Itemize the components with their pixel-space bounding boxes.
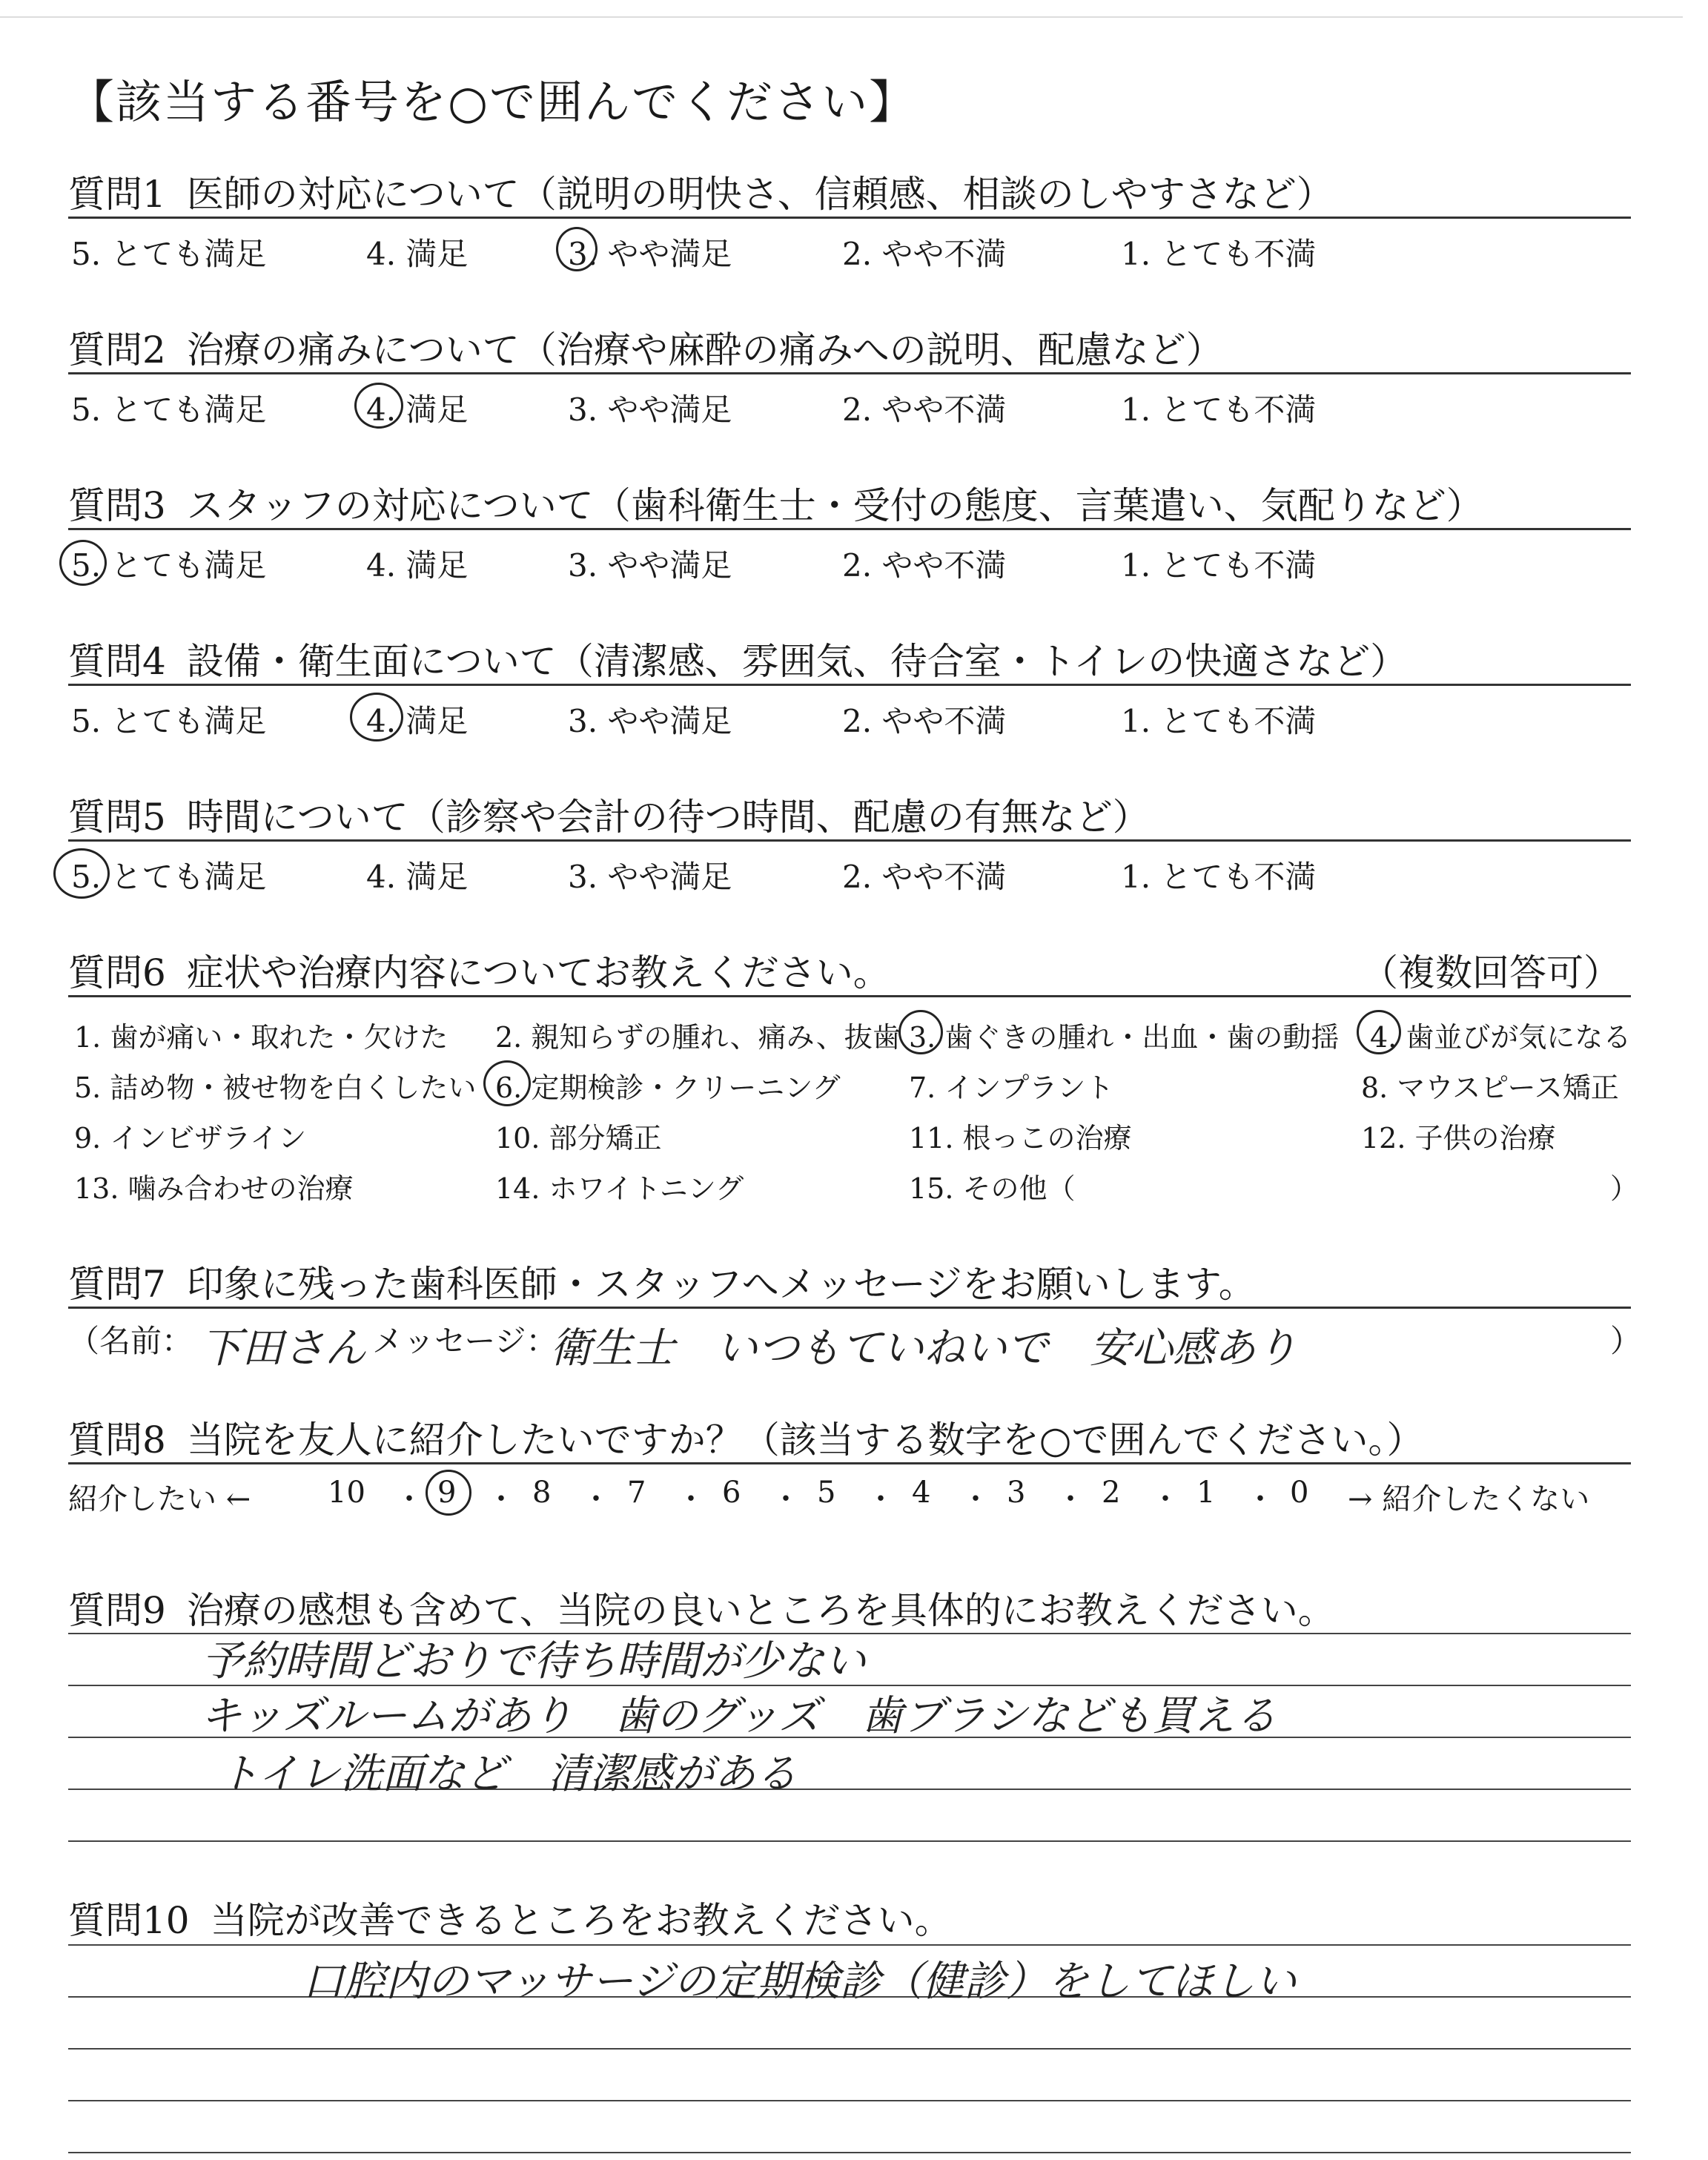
q8-scale-6[interactable]: 6 xyxy=(722,1476,741,1510)
q7-message-label: メッセージ： xyxy=(372,1323,557,1359)
q7-name-value[interactable]: 下田さん xyxy=(200,1324,366,1373)
q6-option-8[interactable]: 8. マウスピース矯正 xyxy=(1361,1071,1619,1104)
q8-dot: ・ xyxy=(771,1482,801,1516)
q6-option-15-close: ） xyxy=(1610,1172,1639,1205)
q5-option-2[interactable]: 2. やや不満 xyxy=(842,859,1007,895)
q6-option-4[interactable]: 4. 歯並びが気になる xyxy=(1370,1021,1632,1054)
question-2-rule xyxy=(68,372,1631,374)
q1-option-4[interactable]: 4. 満足 xyxy=(366,236,469,272)
q10-answer-line xyxy=(68,1944,1631,1946)
q2-option-3[interactable]: 3. やや満足 xyxy=(568,392,732,428)
q6-option-1[interactable]: 1. 歯が痛い・取れた・欠けた xyxy=(74,1021,448,1054)
question-2-label: 質問2 xyxy=(68,328,166,371)
top-scan-edge xyxy=(0,16,1683,18)
question-5-text: 時間について（診察や会計の待つ時間、配慮の有無など） xyxy=(186,796,1150,839)
q6-option-15[interactable]: 15. その他（ xyxy=(909,1172,1076,1205)
q9-answer-line xyxy=(68,1840,1631,1842)
q4-option-1[interactable]: 1. とても不満 xyxy=(1121,703,1317,739)
q10-answer-line xyxy=(68,2100,1631,2101)
q6-option-13[interactable]: 13. 噛み合わせの治療 xyxy=(74,1172,354,1205)
question-6-multiple-note: （複数回答可） xyxy=(1361,951,1621,994)
form-instruction: 【該当する番号を○で囲んでください】 xyxy=(68,75,917,129)
q8-dot: ・ xyxy=(1245,1482,1275,1516)
question-9-label: 質問9 xyxy=(68,1589,166,1632)
q6-option-10[interactable]: 10. 部分矯正 xyxy=(495,1122,662,1155)
q6-option-2[interactable]: 2. 親知らずの腫れ、痛み、抜歯 xyxy=(495,1021,901,1054)
question-4-label: 質問4 xyxy=(68,640,166,683)
question-7-rule xyxy=(68,1307,1631,1309)
question-5-rule xyxy=(68,839,1631,842)
q5-selection-circle xyxy=(53,848,110,899)
question-6-rule xyxy=(68,995,1631,997)
question-4-rule xyxy=(68,684,1631,686)
q9-answer-2[interactable]: キッズルームがあり 歯のグッズ 歯ブラシなども買える xyxy=(200,1692,1277,1740)
question-7-text: 印象に残った歯科医師・スタッフへメッセージをお願いします。 xyxy=(186,1263,1256,1306)
q8-dot: ・ xyxy=(676,1482,706,1516)
q4-option-5[interactable]: 5. とても満足 xyxy=(71,703,267,739)
q4-option-4[interactable]: 4. 満足 xyxy=(366,703,469,739)
q8-selection-circle xyxy=(426,1470,471,1516)
q8-dot: ・ xyxy=(581,1482,611,1516)
q8-dot: ・ xyxy=(394,1482,424,1516)
question-6-title xyxy=(68,943,890,997)
question-8-label: 質問8 xyxy=(68,1418,166,1462)
q8-dot: ・ xyxy=(486,1482,516,1516)
q3-option-3[interactable]: 3. やや満足 xyxy=(568,547,732,584)
question-1-label: 質問1 xyxy=(68,173,166,216)
q8-right-label: → 紹介したくない xyxy=(1348,1482,1590,1516)
q7-close-paren: ） xyxy=(1610,1323,1642,1359)
q6-selection-circle-6 xyxy=(483,1060,531,1106)
q3-option-1[interactable]: 1. とても不満 xyxy=(1121,547,1317,584)
q8-dot: ・ xyxy=(961,1482,990,1516)
q1-selection-circle xyxy=(556,227,598,271)
q6-option-12[interactable]: 12. 子供の治療 xyxy=(1361,1122,1556,1155)
question-10-text: 当院が改善できるところをお教えください。 xyxy=(210,1899,952,1942)
q6-option-6[interactable]: 6. 定期検診・クリーニング xyxy=(495,1071,841,1104)
q2-option-5[interactable]: 5. とても満足 xyxy=(71,392,267,428)
question-3-text: スタッフの対応について（歯科衛生士・受付の態度、言葉遣い、気配りなど） xyxy=(186,484,1483,527)
q8-dot: ・ xyxy=(1056,1482,1085,1516)
q6-selection-circle-4 xyxy=(1357,1010,1401,1054)
question-10-title xyxy=(68,1891,952,1944)
q8-scale-1[interactable]: 1 xyxy=(1196,1476,1216,1510)
q3-selection-circle xyxy=(59,540,107,586)
q10-answer-line xyxy=(68,2152,1631,2153)
q9-answer-3[interactable]: トイレ洗面など 清潔感がある xyxy=(218,1750,798,1798)
q4-selection-circle xyxy=(350,693,403,742)
q8-scale-5[interactable]: 5 xyxy=(817,1476,836,1510)
q8-scale-4[interactable]: 4 xyxy=(912,1476,931,1510)
q3-option-5[interactable]: 5. とても満足 xyxy=(71,547,267,584)
q8-scale-3[interactable]: 3 xyxy=(1007,1476,1026,1510)
q8-scale-2[interactable]: 2 xyxy=(1102,1476,1121,1510)
q1-option-2[interactable]: 2. やや不満 xyxy=(842,236,1007,272)
q4-option-3[interactable]: 3. やや満足 xyxy=(568,703,732,739)
q8-dot: ・ xyxy=(866,1482,896,1516)
question-4-text: 設備・衛生面について（清潔感、雰囲気、待合室・トイレの快適さなど） xyxy=(186,640,1408,683)
q6-option-7[interactable]: 7. インプラント xyxy=(909,1071,1114,1104)
question-6-label: 質問6 xyxy=(68,951,166,994)
q6-option-14[interactable]: 14. ホワイトニング xyxy=(495,1172,744,1205)
q8-scale-10[interactable]: 10 xyxy=(328,1476,365,1510)
q8-scale-8[interactable]: 8 xyxy=(532,1476,552,1510)
q9-answer-1[interactable]: 予約時間どおりで待ち時間が少ない xyxy=(202,1637,866,1685)
q7-message-value[interactable]: 衛生士 いつもていねいで 安心感あり xyxy=(550,1324,1297,1373)
q8-scale-9[interactable]: 9 xyxy=(437,1476,457,1510)
q6-option-9[interactable]: 9. インビザライン xyxy=(74,1122,307,1155)
q6-option-5[interactable]: 5. 詰め物・被せ物を白くしたい xyxy=(74,1071,477,1104)
q6-selection-circle-3 xyxy=(898,1010,943,1054)
q2-selection-circle xyxy=(354,383,403,429)
question-3-title xyxy=(68,476,1483,529)
q7-name-label: （名前： xyxy=(68,1323,193,1359)
question-8-title xyxy=(68,1410,1423,1464)
question-8-rule xyxy=(68,1462,1631,1464)
question-2-title xyxy=(68,320,1223,374)
question-3-label: 質問3 xyxy=(68,484,166,527)
question-9-text: 治療の感想も含めて、当院の良いところを具体的にお教えください。 xyxy=(186,1589,1335,1632)
question-4-title xyxy=(68,632,1407,685)
question-6-text: 症状や治療内容についてお教えください。 xyxy=(186,951,890,994)
q5-option-4[interactable]: 4. 満足 xyxy=(366,859,469,895)
q5-option-1[interactable]: 1. とても不満 xyxy=(1121,859,1317,895)
q6-option-3[interactable]: 3. 歯ぐきの腫れ・出血・歯の動揺 xyxy=(909,1021,1340,1054)
q1-option-3[interactable]: 3. やや満足 xyxy=(568,236,732,272)
question-3-rule xyxy=(68,528,1631,530)
q2-option-1[interactable]: 1. とても不満 xyxy=(1121,392,1317,428)
question-1-title xyxy=(68,165,1334,218)
question-9-title xyxy=(68,1581,1335,1634)
q6-option-11[interactable]: 11. 根っこの治療 xyxy=(909,1122,1132,1155)
q2-option-2[interactable]: 2. やや不満 xyxy=(842,392,1007,428)
q10-answer-line xyxy=(68,2048,1631,2050)
question-7-title xyxy=(68,1255,1256,1308)
question-1-text: 医師の対応について（説明の明快さ、信頼感、相談のしやすさなど） xyxy=(186,173,1334,216)
question-8-text: 当院を友人に紹介したいですか？（該当する数字を○で囲んでください。） xyxy=(186,1418,1424,1462)
q3-option-2[interactable]: 2. やや不満 xyxy=(842,547,1007,584)
q5-option-5[interactable]: 5. とても満足 xyxy=(71,859,267,895)
q8-scale-0[interactable]: 0 xyxy=(1290,1476,1309,1510)
question-2-text: 治療の痛みについて（治療や麻酔の痛みへの説明、配慮など） xyxy=(186,328,1223,371)
question-5-label: 質問5 xyxy=(68,796,166,839)
q8-scale-7[interactable]: 7 xyxy=(627,1476,646,1510)
q4-option-2[interactable]: 2. やや不満 xyxy=(842,703,1007,739)
q10-answer-1[interactable]: 口腔内のマッサージの定期検診（健診）をしてほしい xyxy=(302,1958,1297,2006)
q1-option-1[interactable]: 1. とても不満 xyxy=(1121,236,1317,272)
question-7-label: 質問7 xyxy=(68,1263,166,1306)
q5-option-3[interactable]: 3. やや満足 xyxy=(568,859,732,895)
q3-option-4[interactable]: 4. 満足 xyxy=(366,547,469,584)
question-10-label: 質問10 xyxy=(68,1899,190,1942)
question-1-rule xyxy=(68,217,1631,219)
q8-left-label: 紹介したい ← xyxy=(68,1482,251,1516)
question-5-title xyxy=(68,787,1150,841)
q8-dot: ・ xyxy=(1151,1482,1180,1516)
q1-option-5[interactable]: 5. とても満足 xyxy=(71,236,267,272)
q2-option-4[interactable]: 4. 満足 xyxy=(366,392,469,428)
